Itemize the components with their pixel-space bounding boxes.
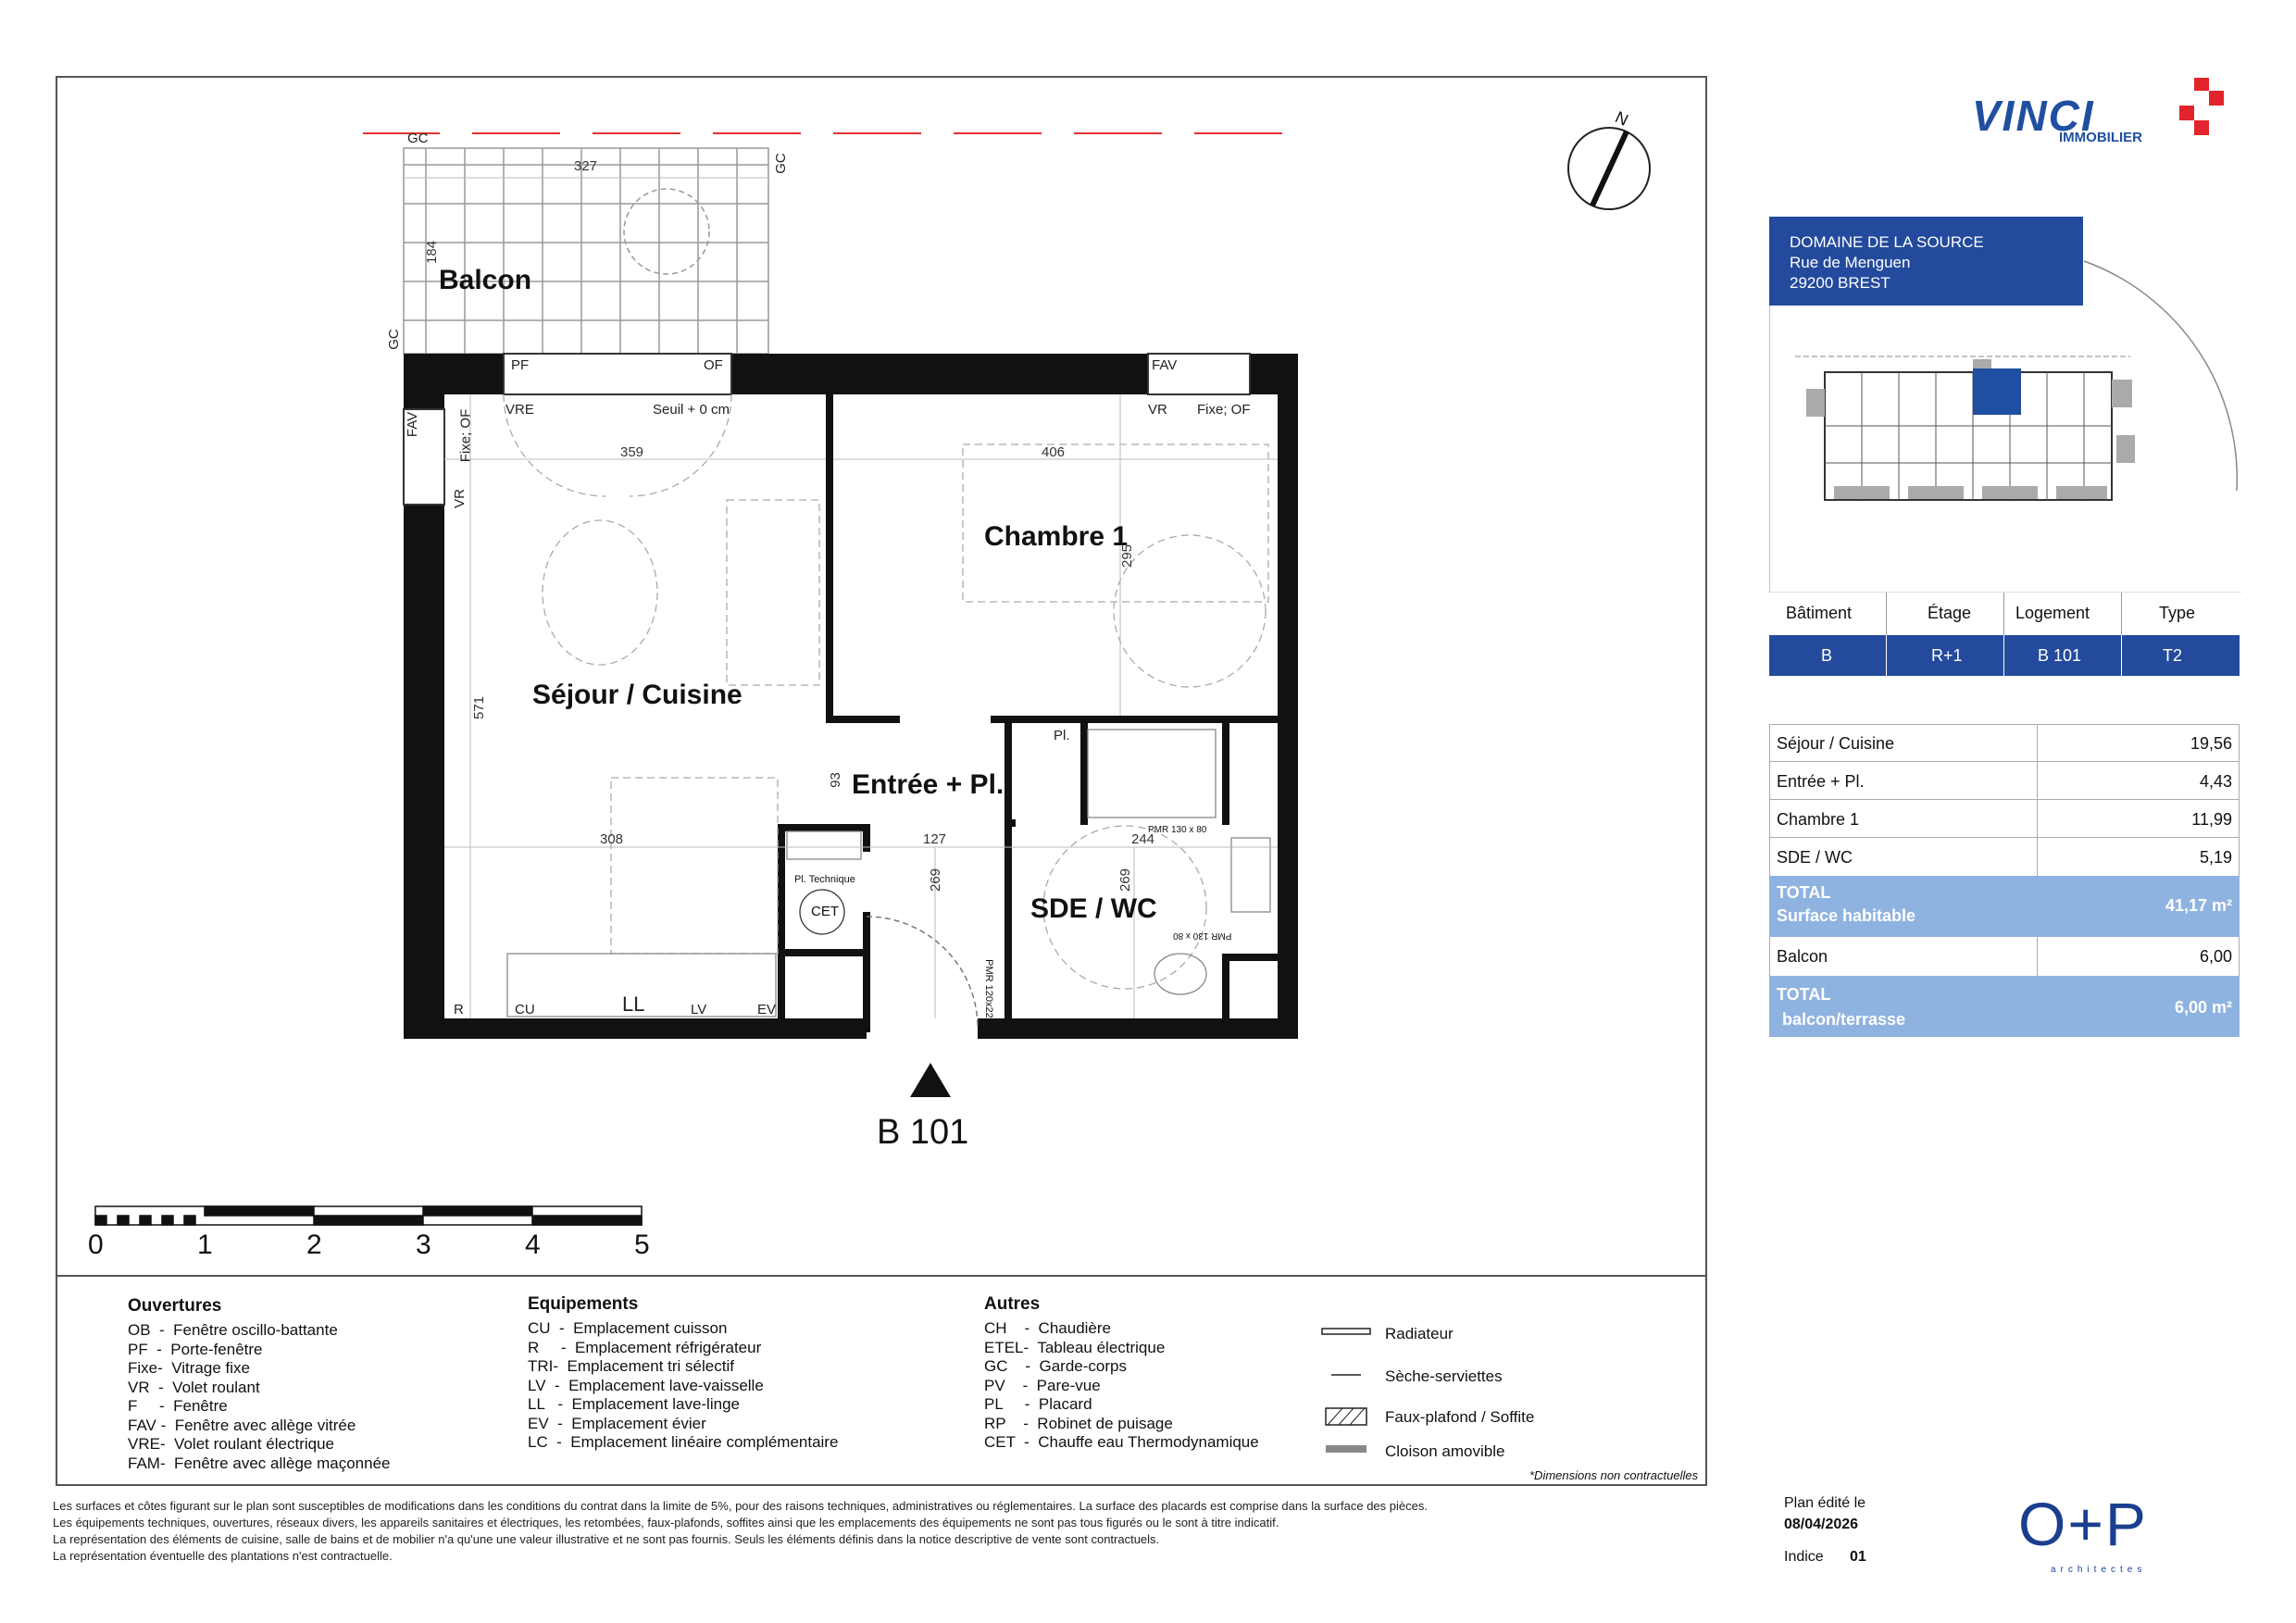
label-vr: VR [1148, 402, 1167, 418]
compass-north: N [1612, 107, 1631, 130]
header-type: Type [2159, 604, 2196, 622]
room-balcon: Balcon [439, 265, 532, 295]
architect-logo: O+P [2018, 1490, 2148, 1558]
label-vre: VRE [505, 402, 534, 418]
label-gc: GC [385, 329, 402, 350]
vinci-sub: IMMOBILIER [2059, 130, 2142, 145]
site-plan [1769, 250, 2241, 593]
legend-seche-serviettes: Sèche-serviettes [1385, 1367, 1503, 1385]
label-cu: CU [515, 1002, 535, 1017]
info-table [1769, 593, 2240, 676]
vinci-mark-icon [2176, 78, 2227, 143]
legend-autres-title: Autres [984, 1294, 1041, 1314]
balcon-row: Balcon 6,00 [1777, 947, 2232, 966]
unit-label: B 101 [877, 1113, 969, 1152]
value-batiment: B [1769, 635, 1887, 676]
label-pmr: PMR 120x220 [982, 959, 994, 1024]
dim-327: 327 [574, 158, 598, 174]
header-etage: Étage [1887, 593, 2004, 635]
false-ceiling-icon [1326, 1408, 1366, 1425]
legend-ouvertures-list: OB - Fenêtre oscillo-battante PF - Porte-fenêtre Fixe- Vitrage fixe VR - Volet roulant F - Fenêtre FAV - Fenêtre avec allège vitrée VRE- Volet roulant électrique FAM- Fenêtre avec allège maçonnée [128, 1321, 391, 1472]
surface-row: Séjour / Cuisine 19,56 [1769, 724, 2240, 762]
total-balcon-row: TOTAL balcon/terrasse 6,00 m² [1769, 976, 2240, 1037]
dim-295: 295 [1119, 543, 1136, 568]
value-etage: R+1 [1887, 635, 2004, 676]
dim-269a: 269 [928, 868, 944, 893]
balcony-outline [404, 148, 768, 354]
scale-1: 1 [197, 1230, 213, 1260]
label-pl-technique: Pl. Technique [794, 874, 855, 885]
dim-244: 244 [1131, 831, 1155, 847]
legend-radiateur: Radiateur [1385, 1325, 1454, 1342]
dim-571: 571 [471, 695, 488, 720]
scale-3: 3 [416, 1230, 431, 1260]
label-fav: FAV [1152, 357, 1178, 373]
label-pmr: PMR 130 x 80 [1148, 825, 1207, 835]
architect-sub: architectes [2051, 1565, 2147, 1575]
surface-row: SDE / WC 5,19 [1777, 848, 2232, 867]
legend-autres-list: CH - Chaudière ETEL- Tableau électrique GC - Garde-corps PV - Pare-vue PL - Placard RP - Robinet de puisage CET - Chauffe eau Thermodynamique [984, 1319, 1259, 1451]
legend-faux-plafond: Faux-plafond / Soffite [1385, 1408, 1535, 1426]
edited-date: 08/04/2026 [1784, 1517, 1859, 1532]
legend-ouvertures-title: Ouvertures [128, 1296, 222, 1316]
scale-bar [95, 1206, 642, 1225]
label-cet: CET [811, 904, 839, 919]
label-of: OF [704, 357, 723, 373]
room-entree: Entrée + Pl. [852, 769, 1004, 800]
vinci-logo: VINCI [1972, 92, 2095, 140]
label-fixe-of: Fixe; OF [457, 408, 474, 463]
footer-notes: Les surfaces et côtes figurant sur le plan sont susceptibles de modifications dans les conditions du contrat dans la limite de 5%, pour des raisons techniques, administratives ou réglementaires. La surface des placards est comprise dans la surface des pièces. Les équipements techniques, ouvertures, réseaux divers, les appareils sanitaires et électriques, les retombées, faux-plafonds, soffites ainsi que les emplacements des équipements ne sont pas tous figurés ou le sont à titre indicatif. La représentation des éléments de cuisine, salle de bains et de mobilier n'a qu'une une valeur illustrative et ne sont pas fournis. Seuls les éléments définis dans la notice descriptive de vente sont contractuels. La représentation éventuelle des plantations n'est contractuelle. [53, 1499, 1428, 1563]
scale-5: 5 [634, 1230, 650, 1260]
label-gc: GC [772, 153, 789, 174]
indice-value: 01 [1850, 1549, 1866, 1565]
dim-406: 406 [1042, 444, 1066, 460]
dim-lines [404, 178, 1278, 1018]
label-fixe-of: Fixe; OF [1197, 402, 1251, 418]
total-habitable-row: TOTAL Surface habitable 41,17 m² [1769, 876, 2240, 937]
label-pl: Pl. [1054, 728, 1070, 743]
radiator-icon [1322, 1329, 1370, 1334]
legend-disclaimer: *Dimensions non contractuelles [1529, 1468, 1699, 1482]
label-vr: VR [451, 489, 468, 508]
entrance-arrow [910, 1063, 951, 1097]
indice-label: Indice [1784, 1549, 1824, 1565]
dim-184: 184 [424, 240, 441, 265]
dim-127: 127 [923, 831, 947, 847]
room-sde: SDE / WC [1030, 893, 1157, 924]
label-ev: EV [757, 1002, 777, 1017]
edited-label: Plan édité le [1784, 1495, 1866, 1511]
legend-equipements-list: CU - Emplacement cuisson R - Emplacement réfrigérateur TRI- Emplacement tri sélectif LV - Emplacement lave-vaisselle LL - Emplacement lave-linge EV - Emplacement évier LC - Emplacement linéaire complémentaire [528, 1319, 839, 1451]
legend-symbols [1315, 1319, 1379, 1458]
header-logement: Logement [2004, 593, 2122, 635]
surface-row: Entrée + Pl. 4,43 [1769, 762, 2240, 800]
movable-partition-icon [1326, 1445, 1366, 1453]
legend-cloison: Cloison amovible [1385, 1442, 1505, 1460]
value-logement: B 101 [2004, 635, 2122, 676]
project-address: DOMAINE DE LA SOURCE Rue de Menguen 29200 BREST [1769, 217, 2083, 306]
header-batiment: Bâtiment [1769, 593, 1887, 635]
dim-308: 308 [600, 831, 624, 847]
dim-93: 93 [827, 772, 843, 788]
label-pmr: PMR 130 x 80 [1173, 930, 1232, 941]
scale-0: 0 [88, 1230, 104, 1260]
label-seuil: Seuil + 0 cm [653, 402, 730, 418]
room-sejour: Séjour / Cuisine [532, 680, 742, 710]
dim-359: 359 [620, 444, 644, 460]
scale-4: 4 [525, 1230, 541, 1260]
label-lv: LV [691, 1002, 707, 1017]
scale-2: 2 [306, 1230, 322, 1260]
label-fav: FAV [405, 411, 421, 438]
legend-equipements-title: Equipements [528, 1294, 639, 1314]
label-r: R [454, 1002, 464, 1017]
label-ll: LL [622, 993, 645, 1016]
label-pf: PF [511, 357, 530, 373]
surface-row: Chambre 1 11,99 [1769, 800, 2240, 838]
dim-269b: 269 [1117, 868, 1134, 893]
label-gc: GC [407, 131, 429, 146]
value-type: T2 [2122, 635, 2240, 676]
compass-icon [1568, 128, 1650, 209]
room-chambre: Chambre 1 [984, 521, 1129, 552]
